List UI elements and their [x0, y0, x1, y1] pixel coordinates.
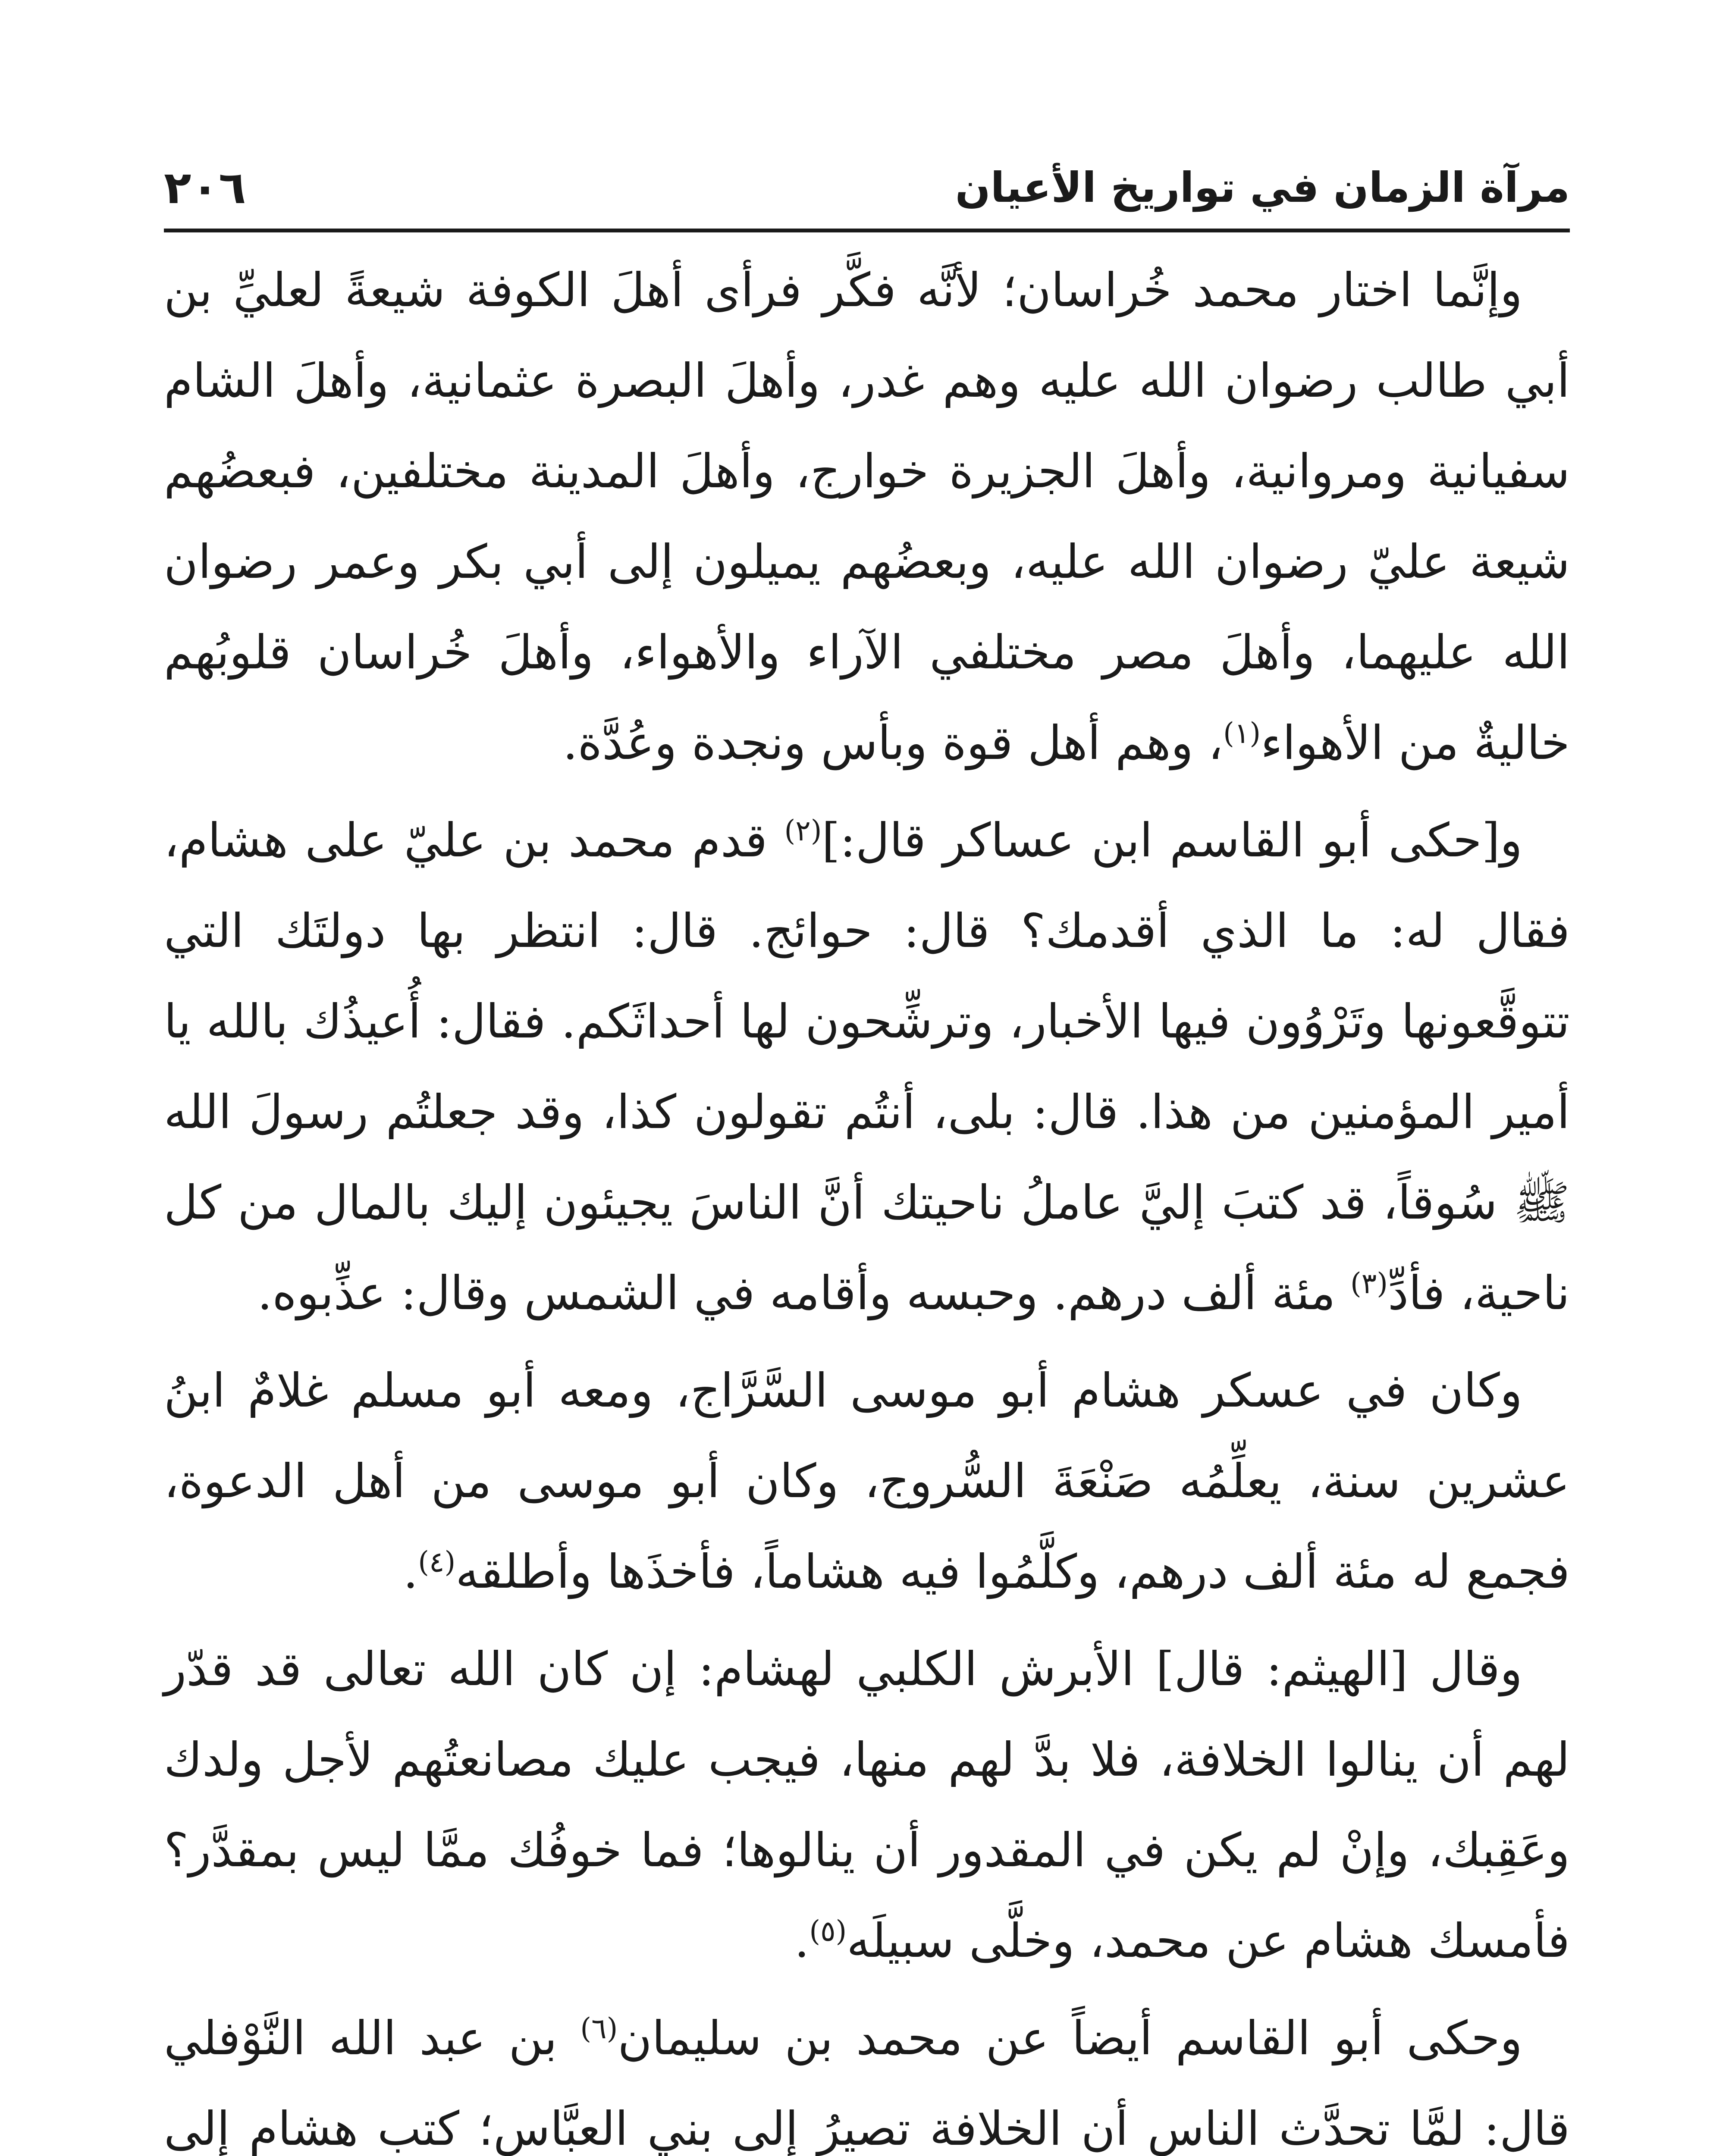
footnote-marker: (٢) — [784, 814, 822, 847]
book-page — [164, 147, 1570, 2156]
page-number: ٢٠٦ — [164, 161, 246, 214]
paragraph — [164, 1346, 1570, 1617]
paragraph — [164, 245, 1570, 789]
footnote-marker: (٣) — [1350, 1267, 1388, 1300]
footnote-marker: (٦) — [580, 2012, 618, 2045]
paragraph — [164, 1993, 1570, 2156]
main-text — [164, 245, 1570, 2156]
paragraph — [164, 796, 1570, 1339]
paragraph-text: وقال [الهيثم: قال] الأبرش الكلبي لهشام: إن كان الله تعالى قد قدّر لهم أن ينالوا الخلافة، فلا بدَّ لهم منها، فيجب عليك مصانعتُهم لأجل ولدك وعَقِبك، وإنْ لم يكن في المقدور أن ينالوها؛ فما خوفُك ممَّا ليس بمقدَّر؟ فأمسك هشام عن محمد، وخلَّى سبيلَه — [164, 1642, 1570, 1968]
footnote-marker: (١) — [1223, 717, 1261, 750]
paragraph-text: . — [794, 1914, 810, 1968]
paragraph-text: وحكى أبو القاسم أيضاً عن محمد بن سليمان — [618, 2012, 1522, 2065]
paragraph-text: و[حكى أبو القاسم ابن عساكر قال:] — [822, 814, 1522, 868]
paragraph-text: قدم محمد بن عليّ على هشام، فقال له: ما الذي أقدمك؟ قال: حوائج. قال: انتظر بها دولتَك التي تتوقَّعونها وتَرْوُون فيها الأخبار، وترشِّحون لها أحداثَكم. فقال: أُعيذُك بالله يا أمير المؤمنين من هذا. قال: بلى، أنتُم تقولون كذا، وقد جعلتُم رسولَ الله ﷺ سُوقاً، قد كتبَ إليَّ عاملُ ناحيتك أنَّ الناسَ يجيئون إليك بالمال من كل ناحية، فأدِّ — [164, 814, 1570, 1320]
running-title: مرآة الزمان في تواريخ الأعيان — [955, 163, 1570, 212]
paragraph-text: . — [403, 1545, 418, 1599]
paragraph-text: وإنَّما اختار محمد خُراسان؛ لأنَّه فكَّر فرأى أهلَ الكوفة شيعةً لعليِّ بن أبي طالب رضوان الله عليه وهم غدر، وأهلَ البصرة عثمانية، وأهلَ الشام سفيانية ومروانية، وأهلَ الجزيرة خوارج، وأهلَ المدينة مختلفين، فبعضُهم شيعة عليّ رضوان الله عليه، وبعضُهم يميلون إلى أبي بكر وعمر رضوان الله عليهما، وأهلَ مصر مختلفي الآراء والأهواء، وأهلَ خُراسان قلوبُهم خاليةٌ من الأهواء — [164, 263, 1570, 770]
footnote-marker: (٥) — [809, 1915, 847, 1948]
paragraph-text: بن عبد الله النَّوْفلي قال: لمَّا تحدَّث الناس أن الخلافة تصيرُ إلى بني العبَّاس؛ كتب هشام إلى — [164, 2012, 1570, 2156]
paragraph-text: وكان في عسكر هشام أبو موسى السَّرَّاج، ومعه أبو مسلم غلامٌ ابنُ عشرين سنة، يعلِّمُه صَنْعَةَ السُّروج، وكان أبو موسى من أهل الدعوة، فجمع له مئة ألف درهم، وكلَّمُوا فيه هشاماً، فأخذَها وأطلقه — [164, 1364, 1570, 1599]
footnote-marker: (٤) — [418, 1545, 456, 1579]
running-header — [164, 147, 1570, 232]
paragraph — [164, 1624, 1570, 1987]
paragraph-text: مئة ألف درهم. وحبسه وأقامه في الشمس وقال: عذِّبوه. — [257, 1266, 1350, 1320]
paragraph-text: ، وهم أهل قوة وبأس ونجدة وعُدَّة. — [563, 716, 1224, 770]
